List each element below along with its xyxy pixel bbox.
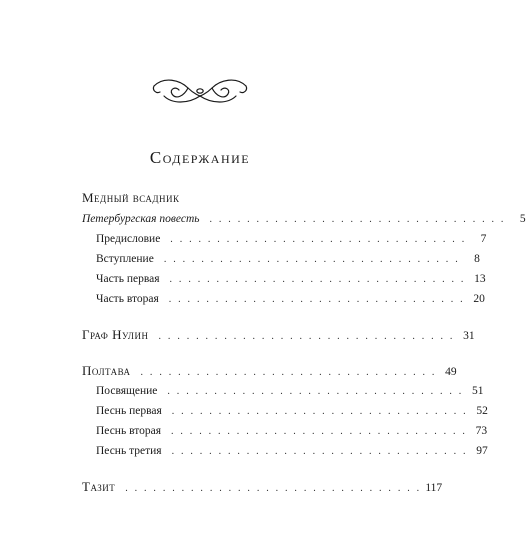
toc-page-number: 52 bbox=[476, 405, 488, 417]
toc-section-poltava[interactable] bbox=[82, 361, 457, 381]
section-title-tazit: Тазит bbox=[82, 479, 116, 494]
toc-section-tazit[interactable] bbox=[82, 477, 443, 497]
toc-page-number: 8 bbox=[474, 253, 480, 265]
ornament-flourish-icon bbox=[150, 74, 250, 106]
toc-entry[interactable] bbox=[82, 401, 488, 421]
toc-entry[interactable] bbox=[82, 249, 480, 269]
toc-entry-label: Песнь третия bbox=[96, 445, 162, 457]
leader-dots: . . . . . . . . . . . . . . . . . . . . . . . . . . . . . . . . bbox=[171, 426, 468, 437]
leader-dots: . . . . . . . . . . . . . . . . . . . . . . . . . . . . . . . . bbox=[209, 214, 506, 225]
toc-page-number: 51 bbox=[472, 385, 484, 397]
toc-entry-label: Песнь первая bbox=[96, 405, 162, 417]
table-of-contents bbox=[82, 190, 526, 497]
toc-page-number: 13 bbox=[474, 273, 486, 285]
toc-entry-label: Часть вторая bbox=[96, 293, 159, 305]
toc-entry[interactable] bbox=[82, 441, 488, 461]
toc-page-number: 73 bbox=[475, 425, 488, 437]
leader-dots: . . . . . . . . . . . . . . . . . . . . . . . . . . . . . . . . bbox=[171, 406, 468, 417]
toc-page-number: 31 bbox=[463, 330, 475, 342]
toc-page-number: 20 bbox=[473, 293, 485, 305]
toc-entry[interactable] bbox=[82, 269, 486, 289]
toc-entry-label: Песнь вторая bbox=[96, 425, 161, 437]
toc-entry[interactable] bbox=[82, 381, 484, 401]
section-title-medny-vsadnik: Медный всадник bbox=[82, 190, 180, 205]
section-title-graf-nulin: Граф Нулин bbox=[82, 327, 149, 342]
leader-dots: . . . . . . . . . . . . . . . . . . . . . . . . . . . . . . . . bbox=[140, 367, 437, 378]
page-title: Содержание bbox=[149, 148, 251, 167]
leader-dots: . . . . . . . . . . . . . . . . . . . . . . . . . . . . . . . . bbox=[125, 483, 422, 494]
leader-dots: . . . . . . . . . . . . . . . . . . . . . . . . . . . . . . . . bbox=[158, 331, 455, 342]
toc-entry-label: Предисловие bbox=[96, 233, 161, 245]
toc-entry[interactable] bbox=[82, 421, 488, 441]
toc-entry-label: Вступление bbox=[96, 253, 154, 265]
toc-page-number: 49 bbox=[445, 366, 457, 378]
leader-dots: . . . . . . . . . . . . . . . . . . . . . . . . . . . . . . . . bbox=[171, 446, 468, 457]
toc-entry[interactable] bbox=[82, 289, 485, 309]
leader-dots: . . . . . . . . . . . . . . . . . . . . . . . . . . . . . . . . bbox=[170, 234, 467, 245]
toc-page-number: 7 bbox=[480, 233, 487, 245]
leader-dots: . . . . . . . . . . . . . . . . . . . . . . . . . . . . . . . . bbox=[163, 254, 460, 265]
toc-section-graf-nulin[interactable] bbox=[82, 325, 475, 345]
leader-dots: . . . . . . . . . . . . . . . . . . . . . . . . . . . . . . . . bbox=[168, 294, 465, 305]
toc-entry-label: Часть первая bbox=[96, 273, 160, 285]
section-title-poltava: Полтава bbox=[82, 363, 131, 378]
toc-entry[interactable] bbox=[82, 209, 526, 229]
toc-page-number: 5 bbox=[519, 213, 526, 225]
toc-entry-label: Посвящение bbox=[96, 385, 158, 397]
toc-page-number: 97 bbox=[476, 445, 488, 457]
toc-entry[interactable] bbox=[82, 229, 487, 249]
toc-page-number: 117 bbox=[425, 482, 443, 494]
leader-dots: . . . . . . . . . . . . . . . . . . . . . . . . . . . . . . . . bbox=[169, 274, 466, 285]
leader-dots: . . . . . . . . . . . . . . . . . . . . . . . . . . . . . . . . bbox=[167, 386, 464, 397]
toc-entry-label: Петербургская повесть bbox=[82, 213, 200, 225]
